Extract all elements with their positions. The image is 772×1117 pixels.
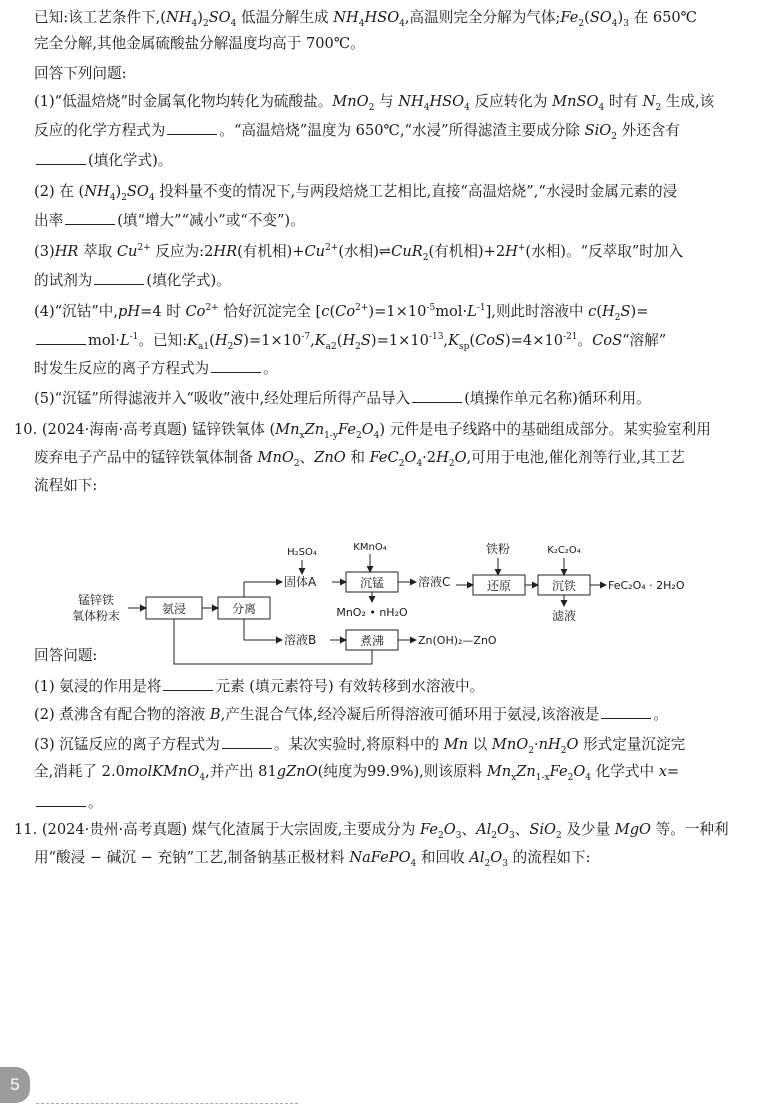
text-line-l3: 回答下列问题:	[34, 65, 127, 82]
process-flow-diagram	[70, 538, 730, 678]
text-line-l10: 的试剂为 (填化学式)。	[34, 272, 231, 289]
label-product: FeC₂O₄ · 2H₂O	[608, 579, 685, 592]
label-ammonia-leach: 氨浸	[161, 602, 187, 616]
text-line-l15: 10. (2024·海南·高考真题) 锰锌铁氧体 $(Mn_xZn_{1-y}Fe_2O_4)$ 元件是电子线路中的基础组成部分。某实验室利用	[14, 421, 711, 441]
text-line-l18: 回答问题:	[34, 647, 98, 664]
text-line-l2: 完全分解,其他金属硫酸盐分解温度均高于 700℃。	[34, 35, 365, 52]
answer-blank[interactable]	[412, 388, 462, 403]
text-line-l6: (填化学式)。	[34, 150, 754, 171]
text-line-l4: (1)“低温焙烧”时金属氧化物均转化为硫酸盐。MnO$_2$ 与 $NH_4HSO_4$ 反应转化为 MnSO$_4$ 时有 $N_2$ 生成,该	[34, 93, 715, 113]
raw-label-2: 氧体粉末	[71, 609, 121, 623]
answer-blank[interactable]	[36, 792, 86, 807]
text-line-l7: (2) 在 $(NH_4)_2SO_4$ 投料量不变的情况下,与两段焙烧工艺相比,直接“高温焙烧”,“水浸时金属元素的浸	[34, 183, 678, 203]
answer-blank[interactable]	[222, 734, 272, 749]
answer-blank[interactable]	[601, 704, 651, 719]
label-reduce: 还原	[486, 579, 512, 593]
label-iron-powder: 铁粉	[485, 542, 511, 556]
text-line-l1: 已知:该工艺条件下$,(NH_4)_2SO_4$ 低温分解生成 $NH_4HSO_4$,高温则完全分解为气体$;Fe_2(SO_4)_3$ 在 650℃	[34, 9, 698, 29]
answer-blank[interactable]	[211, 358, 261, 373]
answer-blank[interactable]	[163, 676, 213, 691]
text-line-l14: (5)“沉锰”所得滤液并入“吸收”液中,经处理后所得产品导入 (填操作单元名称)循环利用。	[34, 390, 651, 407]
text-line-l19: (1) 氨浸的作用是将 元素 (填元素符号) 有效转移到水溶液中。	[34, 678, 485, 695]
answer-blank[interactable]	[36, 150, 86, 165]
text-line-l11: (4)“沉钴”中,pH=4 时 $Co^{2+}$ 恰好沉淀完全 $[c(Co^{2+})=1\times 10^{-5}mol\cdot L^{-1}]$,则此时溶液中 $c(H_2S)=$	[34, 303, 649, 323]
answer-blank[interactable]	[167, 120, 217, 135]
text-line-l13: 时发生反应的离子方程式为 。	[34, 360, 278, 377]
answer-blank[interactable]	[94, 270, 144, 285]
label-h2so4: H₂SO₄	[287, 547, 317, 558]
label-separate: 分离	[231, 602, 257, 616]
page-number: 5	[0, 1067, 30, 1103]
text-line-l23: 。	[34, 792, 754, 813]
text-line-l21: (3) 沉锰反应的离子方程式为 。某次实验时,将原料中的 Mn 以 $MnO_2\cdot nH_2O$ 形式定量沉淀完	[34, 736, 686, 756]
page-divider	[36, 1103, 298, 1104]
text-line-l5: 反应的化学方程式为 。“高温焙烧”温度为 650℃,“水浸”所得滤渣主要成分除 SiO$_2$ 外还含有	[34, 122, 680, 142]
label-boil: 煮沸	[359, 634, 385, 648]
label-k2c2o4: K₂C₂O₄	[547, 545, 581, 556]
text-line-l24: 11. (2024·贵州·高考真题) 煤气化渣属于大宗固废,主要成分为 $Fe_2O_3$、$Al_2O_3$、SiO$_2$ 及少量 MgO 等。一种利	[14, 821, 729, 841]
label-zn-product: Zn(OH)₂—ZnO	[418, 634, 497, 647]
text-line-l25: 用“酸浸 − 碱沉 − 充钠”工艺,制备钠基正极材料 NaFePO$_4$ 和回收 $Al_2O_3$ 的流程如下:	[34, 849, 591, 869]
answer-blank[interactable]	[36, 330, 86, 345]
text-line-l8: 出率 (填“增大”“减小”或“不变”)。	[34, 212, 305, 229]
text-line-l12: $mol\cdot L^{-1}$。已知$:K_{a1}(H_2S)=1\times 10^{-7},K_{a2}(H_2S)=1\times 10^{-13},K_{sp}(CoS)=4\times 10^{-21}$。CoS“溶解”	[34, 330, 754, 351]
raw-label-1: 锰锌铁	[77, 593, 115, 607]
label-kmno4: KMnO₄	[353, 542, 387, 553]
text-line-l22: 全,消耗了 2.0molKMnO$_4$,并产出 81gZnO(纯度为99.9%),则该原料 $Mn_xZn_{1-x}Fe_2O_4$ 化学式中 x=	[34, 763, 680, 783]
text-line-l17: 流程如下:	[34, 477, 98, 494]
label-mn-precip: 沉锰	[359, 576, 385, 590]
text-line-l16: 废弃电子产品中的锰锌铁氧体制备 MnO$_2$、ZnO 和 $FeC_2O_4\cdot 2H_2O$,可用于电池,催化剂等行业,其工艺	[34, 449, 685, 469]
label-solid-a: 固体A	[284, 575, 317, 589]
label-filtrate: 滤液	[551, 609, 577, 623]
label-solution-b: 溶液B	[284, 633, 317, 647]
label-solution-c: 溶液C	[418, 575, 451, 589]
label-mno2: MnO₂ • nH₂O	[336, 606, 408, 619]
text-line-l20: (2) 煮沸含有配合物的溶液 B,产生混合气体,经冷凝后所得溶液可循环用于氨浸,该溶液是 。	[34, 706, 668, 723]
text-line-l9: (3)HR 萃取 $Cu^{2+}$ 反应为:2HR(有机相)$+Cu^{2+}$(水相)⇌CuR$_2$(有机相)+2H+(水相)。“反萃取”时加入	[34, 243, 684, 263]
label-fe-precip: 沉铁	[551, 579, 577, 593]
answer-blank[interactable]	[65, 210, 115, 225]
